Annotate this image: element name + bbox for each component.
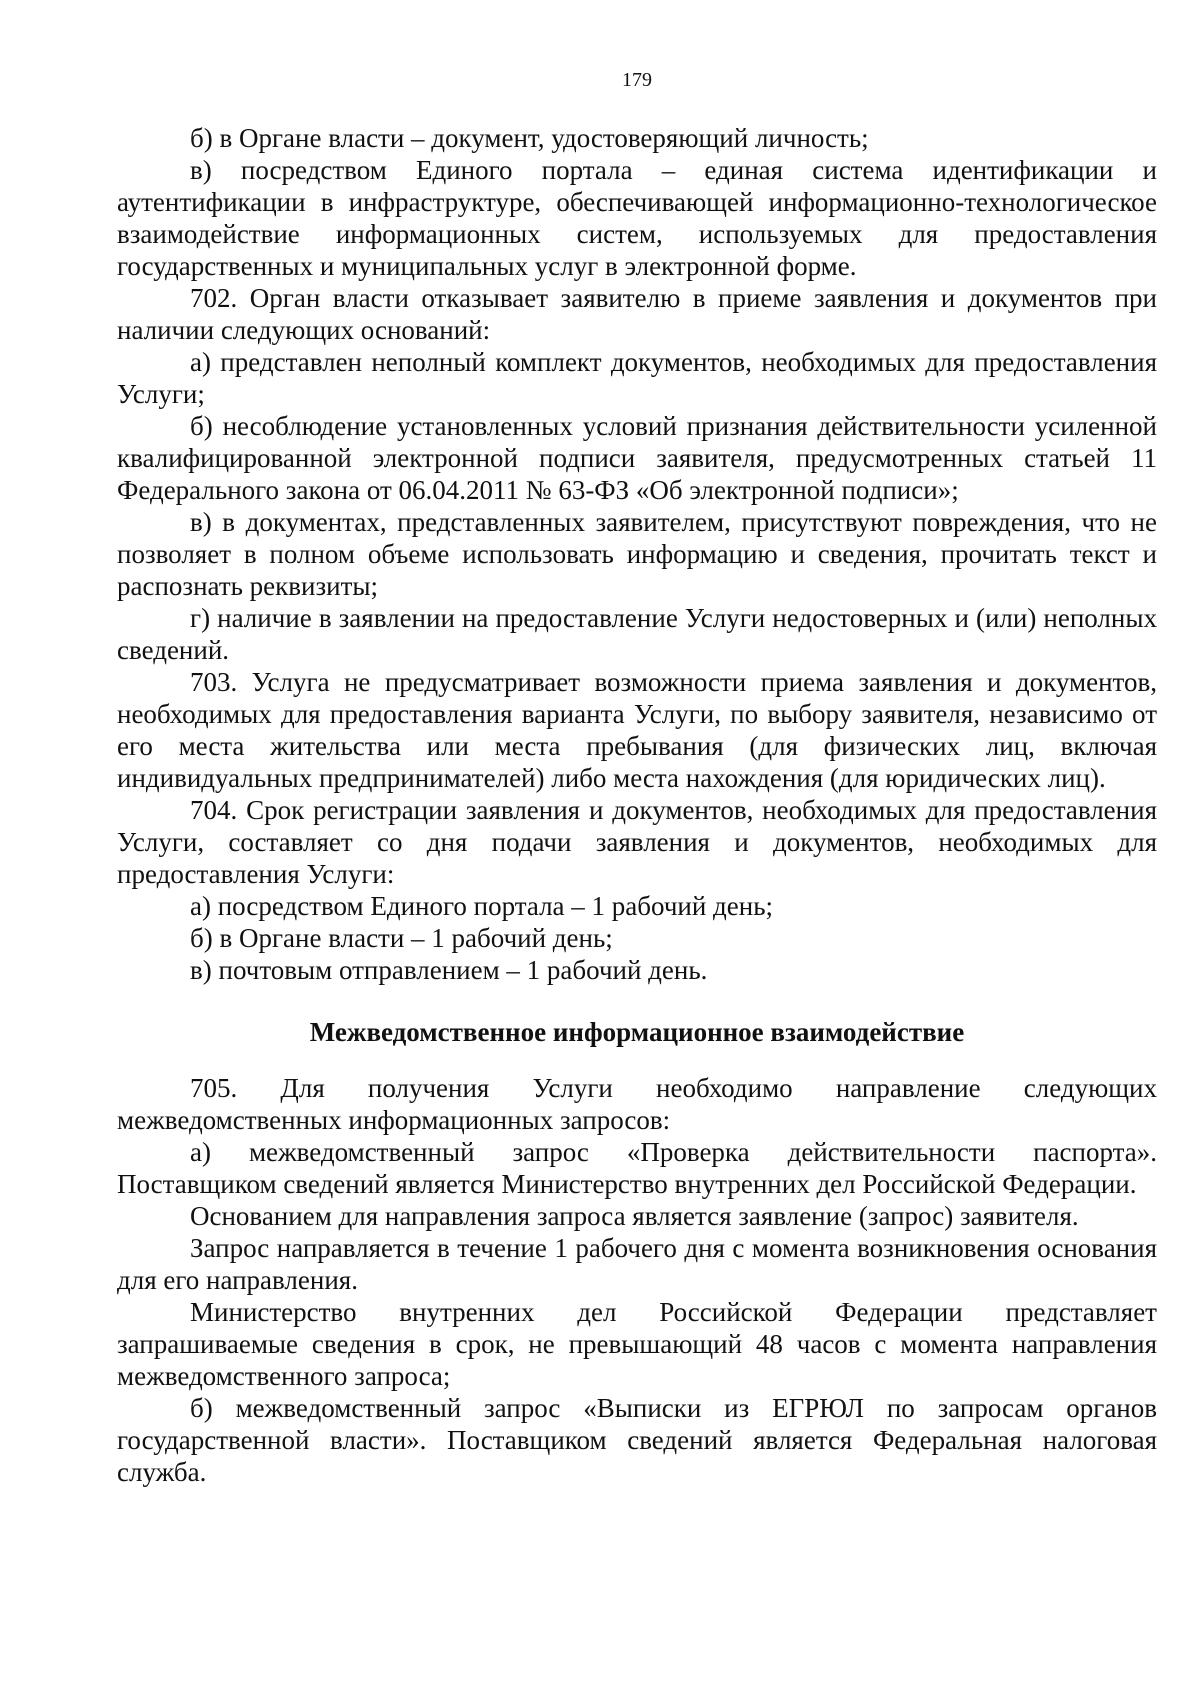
paragraph-electronic-signature: б) несоблюдение установленных условий признания действительности усиленной квалифицированной электронной подписи заявителя, предусмотренных статьей 11 Федерального закона от 06.04.2011 № 63-ФЗ «Об электронной подписи»; [117,411,1157,505]
paragraph-705-interagency-requests: 705. Для получения Услуги необходимо направление следующих межведомственных информационных запросов: [117,1073,1157,1135]
paragraph-registration-portal: а) посредством Единого портала – 1 рабочий день; [190,891,774,921]
paragraph-mvd-response-time: Министерство внутренних дел Российской Федерации представляет запрашиваемые сведения в срок, не превышающий 48 часов с момента направления межведомственного запроса; [117,1297,1157,1391]
paragraph-damaged-documents: в) в документах, представленных заявителем, присутствуют повреждения, что не позволяет в полном объеме использовать информацию и сведения, прочитать текст и распознать реквизиты; [117,507,1157,601]
document-body [117,122,1157,1488]
paragraph-702-refusal-grounds: 702. Орган власти отказывает заявителю в приеме заявления и документов при наличии следующих оснований: [117,283,1157,345]
paragraph-unreliable-information: г) наличие в заявлении на предоставление Услуги недостоверных и (или) неполных сведений. [117,603,1157,665]
paragraph-egrul-request: б) межведомственный запрос «Выписки из ЕГРЮЛ по запросам органов государственной власти». Поставщиком сведений является Федеральная налоговая служба. [117,1393,1157,1487]
paragraph-esia-authentication: в) посредством Единого портала – единая система идентификации и аутентификации в инфраструктуре, обеспечивающей информационно-технологическое взаимодействие информационных систем, используемых для предоставления государственных и муниципальных услуг в электронной форме. [117,155,1157,281]
page-number: 179 [622,69,652,91]
paragraph-incomplete-documents: а) представлен неполный комплект документов, необходимых для предоставления Услуги; [117,347,1157,409]
paragraph-registration-office: б) в Органе власти – 1 рабочий день; [190,923,613,953]
paragraph-registration-mail: в) почтовым отправлением – 1 рабочий день. [190,955,708,985]
paragraph-703-extraterritorial: 703. Услуга не предусматривает возможности приема заявления и документов, необходимых для предоставления варианта Услуги, по выбору заявителя, независимо от его места жительства или места пребывания (для физических лиц, включая индивидуальных предпринимателей) либо места нахождения (для юридических лиц). [117,667,1157,793]
paragraph-704-registration-period: 704. Срок регистрации заявления и документов, необходимых для предоставления Услуги, составляет со дня подачи заявления и документов, необходимых для предоставления Услуги: [117,795,1157,889]
paragraph-passport-check: а) межведомственный запрос «Проверка действительности паспорта». Поставщиком сведений является Министерство внутренних дел Российской Федерации. [117,1137,1157,1199]
document-page [117,0,1157,1697]
paragraph-request-basis: Основанием для направления запроса является заявление (запрос) заявителя. [190,1201,1079,1231]
paragraph-request-timing: Запрос направляется в течение 1 рабочего дня с момента возникновения основания для его направления. [117,1233,1157,1295]
paragraph-identity-document: б) в Органе власти – документ, удостоверяющий личность; [190,123,869,153]
section-heading: Межведомственное информационное взаимодействие [309,1017,965,1047]
